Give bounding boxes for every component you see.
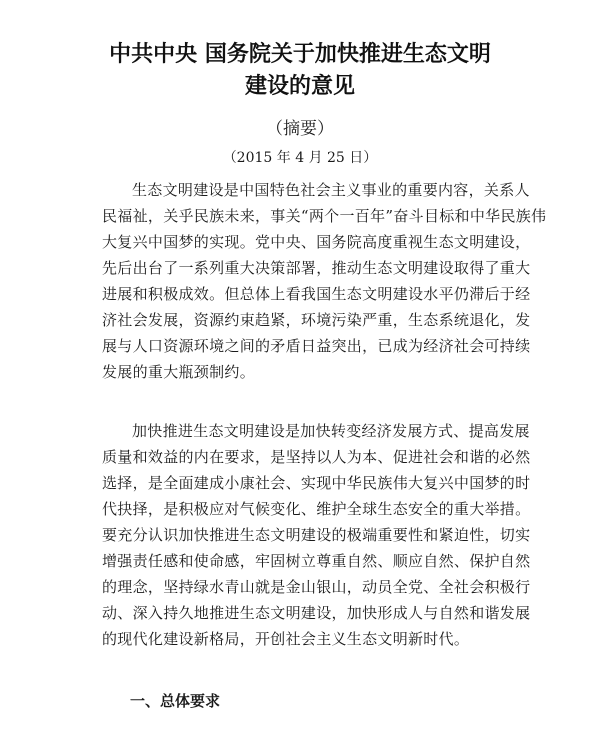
document-title-line2: 建设的意见	[244, 74, 355, 99]
document-date: （2015 年 4 月 25 日）	[222, 150, 378, 166]
paragraph-line: 先后出台了一系列重大决策部署，推动生态文明建设取得了重大	[102, 259, 531, 277]
paragraph-line: 增强责任感和使命感，牢固树立尊重自然、顺应自然、保护自然	[102, 552, 531, 570]
paragraph-line: 的理念，坚持绿水青山就是金山银山，动员全党、全社会积极行	[102, 578, 531, 596]
paragraph-2	[102, 418, 531, 652]
paragraph-line: 发展的重大瓶颈制约。	[102, 363, 256, 381]
paragraph-line: 展与人口资源环境之间的矛盾日益突出，已成为经济社会可持续	[102, 337, 531, 355]
paragraph-line: 进展和积极成效。但总体上看我国生态文明建设水平仍滞后于经	[102, 285, 531, 303]
document-title-line1: 中共中央 国务院关于加快推进生态文明	[109, 42, 491, 67]
document-subtitle: （摘要）	[266, 119, 334, 139]
paragraph-line: 要充分认识加快推进生态文明建设的极端重要性和紧迫性，切实	[102, 526, 531, 544]
paragraph-1	[102, 177, 547, 385]
paragraph-line: 大复兴中国梦的实现。党中央、国务院高度重视生态文明建设，	[102, 233, 531, 251]
paragraph-line: 加快推进生态文明建设是加快转变经济发展方式、提高发展	[132, 422, 530, 440]
paragraph-line: 民福祉，关乎民族未来，事关“两个一百年”奋斗目标和中华民族伟	[102, 207, 547, 225]
paragraph-line: 动、深入持久地推进生态文明建设，加快形成人与自然和谐发展	[102, 604, 531, 622]
paragraph-line: 选择，是全面建成小康社会、实现中华民族伟大复兴中国梦的时	[102, 474, 531, 492]
paragraph-line: 生态文明建设是中国特色社会主义事业的重要内容，关系人	[132, 181, 530, 199]
paragraph-line: 济社会发展，资源约束趋紧，环境污染严重，生态系统退化，发	[102, 311, 531, 329]
paragraph-line: 质量和效益的内在要求，是坚持以人为本、促进社会和谐的必然	[102, 448, 531, 466]
paragraph-line: 代抉择，是积极应对气候变化、维护全球生态安全的重大举措。	[102, 500, 531, 518]
paragraph-line: 的现代化建设新格局，开创社会主义生态文明新时代。	[102, 630, 470, 648]
section-heading: 一、总体要求	[130, 692, 221, 710]
